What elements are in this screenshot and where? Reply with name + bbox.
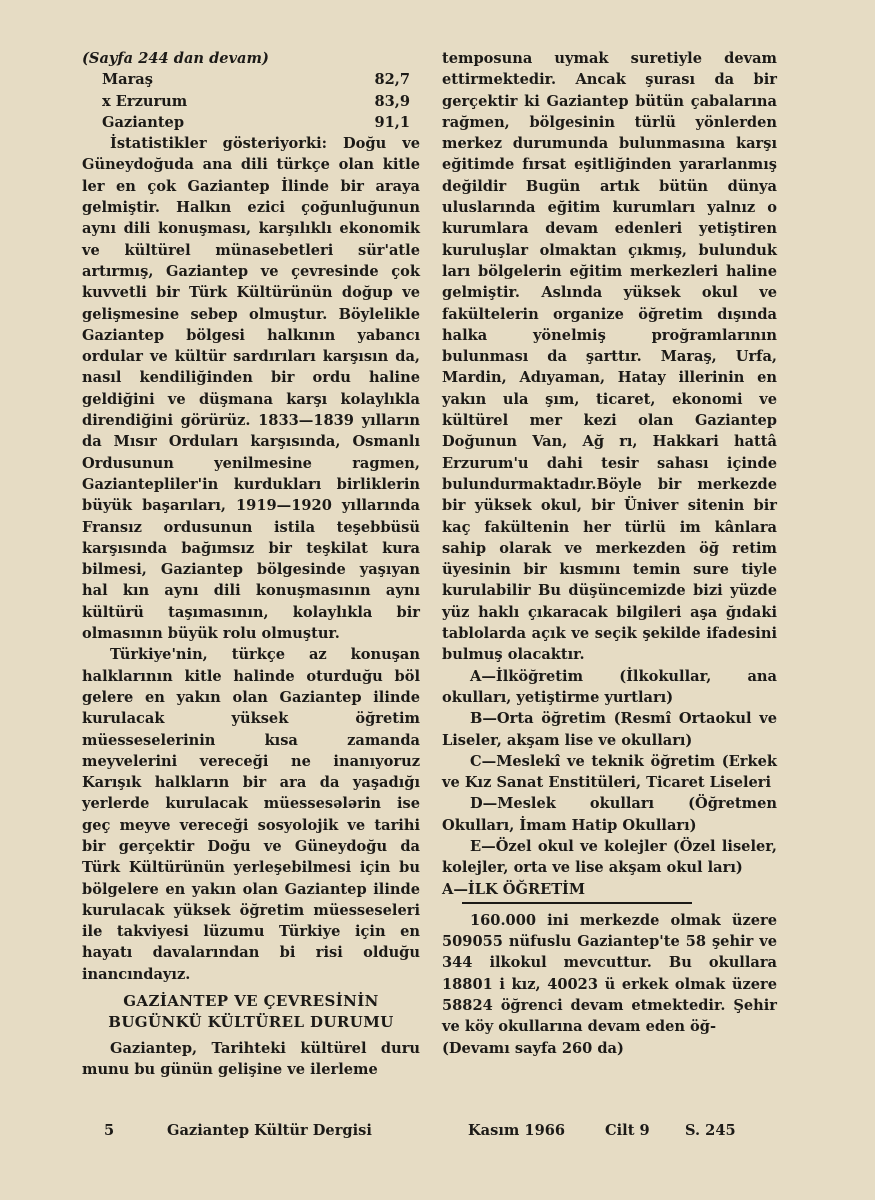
section-title <box>82 991 420 1033</box>
list-item: C—Meslekî ve teknik öğretim (Erkek ve Kız Sanat Enstitüleri, Ticaret Liseleri <box>442 752 777 792</box>
continued-from-note: (Sayfa 244 dan devam) <box>82 50 269 67</box>
paragraph: İstatistikler gösteriyorki: Doğu ve Güneydoğuda ana dili türkçe olan kitle ler en çok Gaziantep İlinde bir araya gelmiştir. Halkın ezici çoğunluğunun aynı dili konuşması, karşılıklı ekonomik ve kültürel münasebetleri sür'atle artırmış, Gaziantep ve çevresinde çok kuvvetli bir Türk Kültürünün doğup ve gelişmesine sebep olmuştur. Böylelikle Gaziantep bölgesi halkının yabancı ordular ve kültür sardırıları karşısın da, nasıl kendiliğinden bir ordu haline geldiğini ve düşmana karşı kolaylıkla direndiğini görürüz. 1833—1839 yılların da Mısır Orduları karşısında, Osmanlı Ordusunun yenilmesine ragmen, Gaziantepliler'in kurdukları birliklerin büyük başarıları, 1919—1920 yıllarında Fransız ordusunun istila teşebbüsü karşısında bağımsız bir teşkilat kura bilmesi, Gaziantep bölgesinde yaşıyan hal kın aynı dili konuşmasının aynı kültürü taşımasının, kolaylıkla bir olmasının büyük rolu olmuştur. <box>82 135 420 643</box>
page-number: S. 245 <box>685 1122 736 1139</box>
right-column <box>442 48 777 1059</box>
issue-date: Kasım 1966 <box>468 1122 566 1139</box>
stat-row <box>82 69 420 90</box>
left-column <box>82 48 420 1081</box>
stat-row <box>82 91 420 112</box>
list-item: D—Meslek okulları (Öğretmen Okulları, İmam Hatip Okulları) <box>442 795 777 834</box>
paragraph: Gaziantep, Tarihteki kültürel duru munu bu günün gelişine ve ilerleme <box>82 1040 420 1079</box>
issue-number: 5 <box>104 1122 115 1139</box>
stat-place: Maraş <box>102 71 153 89</box>
section-title-line: BUGÜNKÜ KÜLTÜREL DURUMU <box>108 1013 394 1032</box>
volume: Cilt 9 <box>605 1122 650 1139</box>
paragraph: temposuna uymak suretiyle devam ettirmektedir. Ancak şurası da bir gerçektir ki Gaziantep bütün çabalarına rağmen, bölgesinin türlü yönlerden merkez durumunda bulunmasına karşı eğitimde fırsat eşitliğinden yararlanmış değildir Bugün artık bütün dünya uluslarında eğitim kurumları yalnız o kurumlara devam edenleri yetiştiren kuruluşlar olmaktan çıkmış, bulunduk ları bölgelerin eğitim merkezleri haline gelmiştir. Aslında yüksek okul ve fakültelerin organize öğretim dışında halka yönelmiş prоğramlarının bulunması da şarttır. Maraş, Urfa, Mardin, Adıyaman, Hatay illerinin en yakın ula şım, ticaret, ekonomi ve kültürel mer kezi olan Gaziantep Doğunun Van, Ağ rı, Hakkari hattâ Erzurum'u dahi tesir sahası içinde bulundurmaktadır.Böyle bir merkezde bir yüksek okul, bir Üniver sitenin bir kaç fakültenin her türlü im kânlara sahip olarak ve merkezden öğ retim üyesinin bir kısmını temin sure tiyle kurulabilir Bu düşüncemizde bizi yüzde yüz haklı çıkaracak bilgileri aşa ğıdaki tablolarda açık ve seçik şekilde ifadesini bulmuş olacaktır. <box>442 50 777 664</box>
stat-value: 91,1 <box>374 113 410 131</box>
list-item: A—İlköğretim (İlkokullar, ana okulları, yetiştirme yurtları) <box>442 667 777 706</box>
section-title-line: GAZİANTEP VE ÇEVRESİNİN <box>123 992 379 1011</box>
subsection-title: A—İLK ÖĞRETİM <box>442 880 586 898</box>
stat-row <box>82 112 420 133</box>
page-footer <box>95 1122 755 1146</box>
stat-place: x Erzurum <box>102 92 188 110</box>
divider <box>462 902 692 904</box>
journal-name: Gaziantep Kültür Dergisi <box>167 1122 372 1139</box>
stat-value: 83,9 <box>374 92 410 110</box>
stat-place: Gaziantep <box>102 113 185 131</box>
continued-on-note: (Devamı sayfa 260 da) <box>442 1039 624 1057</box>
stat-value: 82,7 <box>374 71 410 89</box>
list-item: E—Özel okul ve kolejler (Özel liseler, kolejler, orta ve lise akşam okul ları) <box>442 837 777 877</box>
list-item: B—Orta öğretim (Resmî Ortaokul ve Liseler, akşam lise ve okulları) <box>442 710 777 749</box>
paragraph: Türkiye'nin, türkçe az konuşan halklarının kitle halinde oturduğu böl gelere en yakın olan Gaziantep ilinde kurulacak yüksek öğretim müesseselerinin kısa zamanda meyvelerini vereceği ne inanıyoruz Karışık halkların bir ara da yaşadığı yerlerde kurulacak müessesələrin ise geç meyve vereceği sosyolojik ve tarihi bir gerçektir Doğu ve Güneydoğu da Türk Kültürünün yerleşebilmesi için bu bölgelere en yakın olan Gaziantep ilinde kurulacak yüksek öğretim müesseseleri ile takviyesi lüzumu Türkiye için en hayatı davalarından bi risi olduğu inancındayız. <box>82 646 420 983</box>
paragraph: 160.000 ini merkezde olmak üzere 509055 nüfuslu Gaziantep'te 58 şehir ve 344 ilkokul mevcuttur. Bu okullara 18801 i kız, 40023 ü erkek olmak üzere 58824 öğrenci devam etmektedir. Şehir ve köy okullarına devam eden öğ- <box>442 911 777 1036</box>
